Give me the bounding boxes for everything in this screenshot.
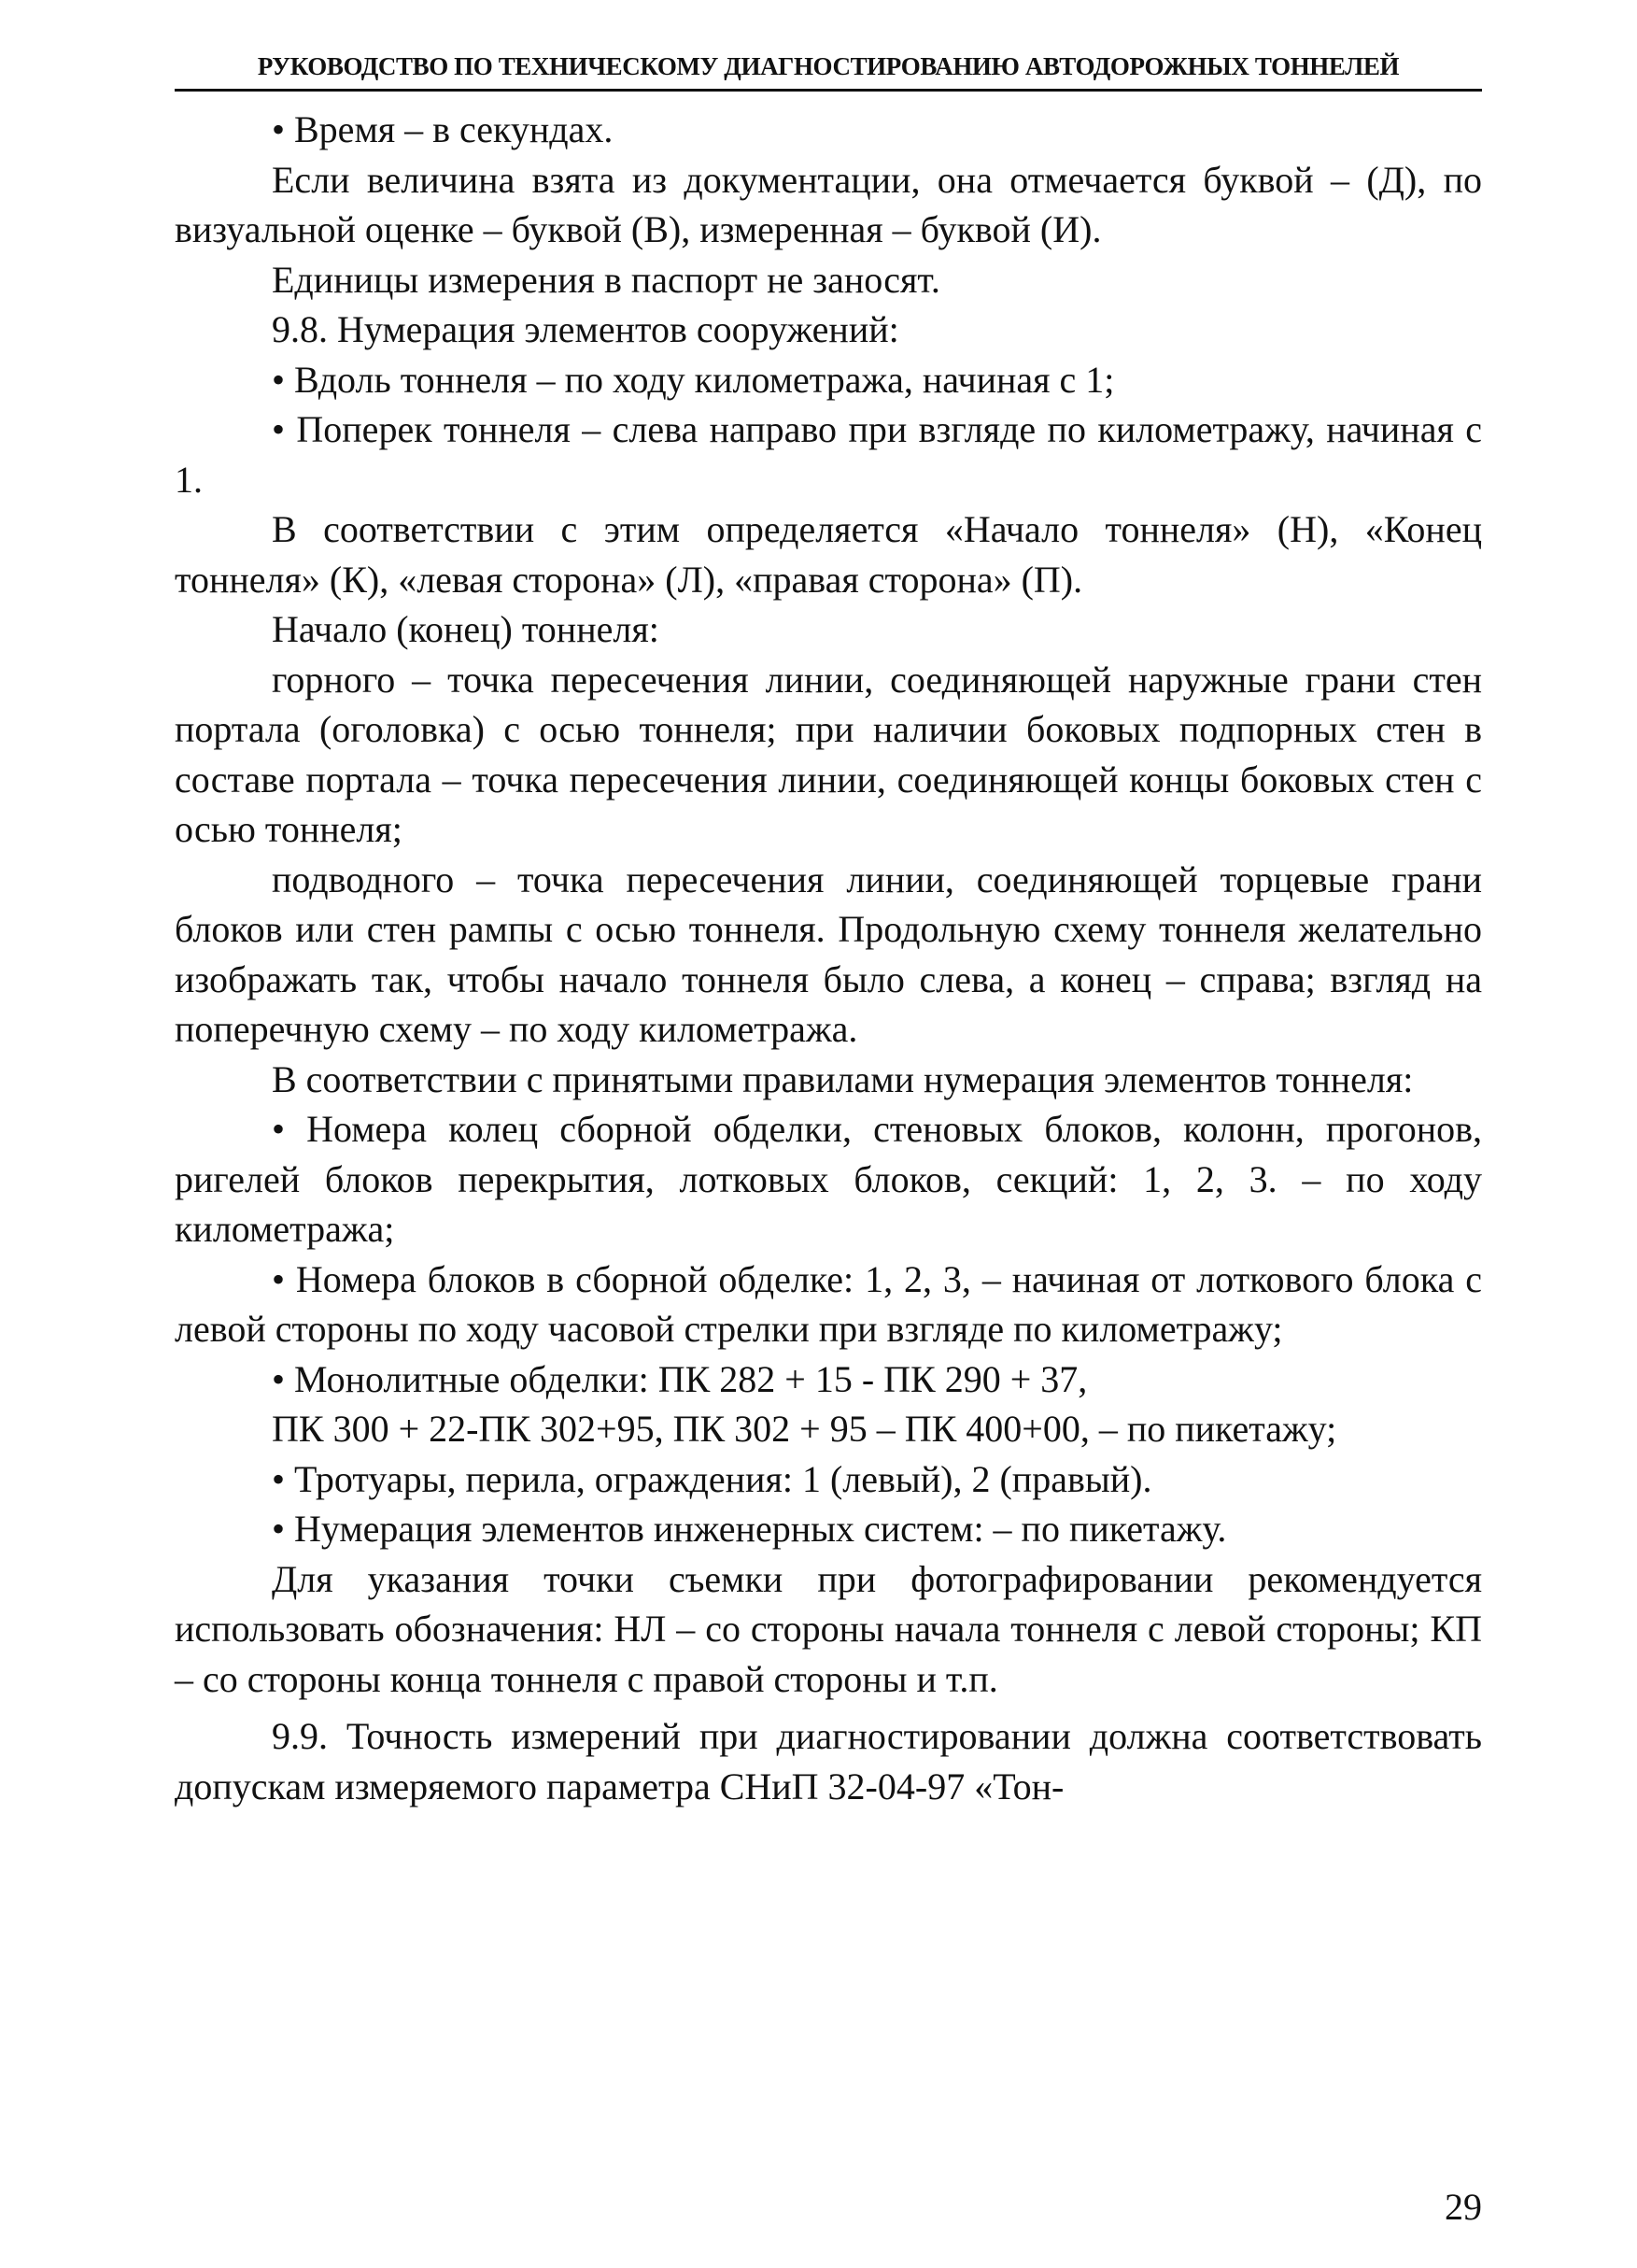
paragraph-across-tunnel: • Поперек тоннеля – слева направо при взгляде по километражу, начиная с 1. (175, 408, 1482, 501)
paragraph-along-tunnel: • Вдоль тоннеля – по ходу километража, начиная с 1; (272, 358, 1115, 401)
paragraph-section-9-8: 9.8. Нумерация элементов сооружений: (272, 308, 899, 350)
paragraph-ring-numbers: • Номера колец сборной обделки, стеновых блоков, колонн, прогонов, ригелей блоков перекрытия, лотковых блоков, секций: 1, 2, 3. – по ходу километража; (175, 1108, 1482, 1250)
paragraph-units: Единицы измерения в паспорт не заносят. (272, 258, 940, 301)
paragraph-sidewalks: • Тротуары, перила, ограждения: 1 (левый), 2 (правый). (272, 1457, 1152, 1500)
paragraph-numbering-rules: В соответствии с принятыми правилами нумерация элементов тоннеля: (272, 1057, 1414, 1100)
paragraph-picket-ranges: ПК 300 + 22-ПК 302+95, ПК 302 + 95 – ПК 400+00, – по пикетажу; (272, 1408, 1337, 1450)
body-text (175, 105, 1482, 1811)
paragraph-time-unit: • Время – в секундах. (272, 108, 614, 150)
document-page (175, 52, 1482, 2229)
paragraph-photo-points: Для указания точки съемки при фотографировании рекомендуется использовать обозначения: НЛ – со стороны начала тоннеля с левой стороны; КП – со стороны конца тоннеля с правой стороны и т.п. (175, 1557, 1482, 1700)
paragraph-section-9-9: 9.9. Точность измерений при диагностировании должна соответствовать допускам измеряемого параметра СНиП 32-04-97 «Тон- (175, 1715, 1482, 1807)
paragraph-block-numbers: • Номера блоков в сборной обделке: 1, 2, 3, – начиная от лоткового блока с левой стороны по ходу часовой стрелки при взгляде по километражу; (175, 1257, 1482, 1350)
paragraph-monolithic-linings: • Монолитные обделки: ПК 282 + 15 - ПК 290 + 37, (272, 1357, 1088, 1400)
paragraph-tunnel-start-end: Начало (конец) тоннеля: (272, 608, 659, 650)
paragraph-designations: В соответствии с этим определяется «Начало тоннеля» (Н), «Конец тоннеля» (К), «левая сторона» (Л), «правая сторона» (П). (175, 508, 1482, 601)
page-number: 29 (1445, 2186, 1482, 2228)
paragraph-mountain-tunnel: горного – точка пересечения линии, соединяющей наружные грани стен портала (оголовка) с осью тоннеля; при наличии боковых подпорных стен в составе портала – точка пересечения линии, соединяющей концы боковых стен с осью тоннеля; (175, 658, 1482, 850)
paragraph-value-source: Если величина взята из документации, она отмечается буквой – (Д), по визуальной оценке – буквой (В), измеренная – буквой (И). (175, 158, 1482, 250)
paragraph-engineering-systems: • Нумерация элементов инженерных систем: – по пикетажу. (272, 1508, 1227, 1550)
running-header: РУКОВОДСТВО ПО ТЕХНИЧЕСКОМУ ДИАГНОСТИРОВАНИЮ АВТОДОРОЖНЫХ ТОННЕЛЕЙ (175, 52, 1482, 92)
paragraph-underwater-tunnel: подводного – точка пересечения линии, соединяющей торцевые грани блоков или стен рампы с осью тоннеля. Продольную схему тоннеля желательно изображать так, чтобы начало тоннеля было слева, а конец – справа; взгляд на поперечную схему – по ходу километража. (175, 858, 1482, 1050)
